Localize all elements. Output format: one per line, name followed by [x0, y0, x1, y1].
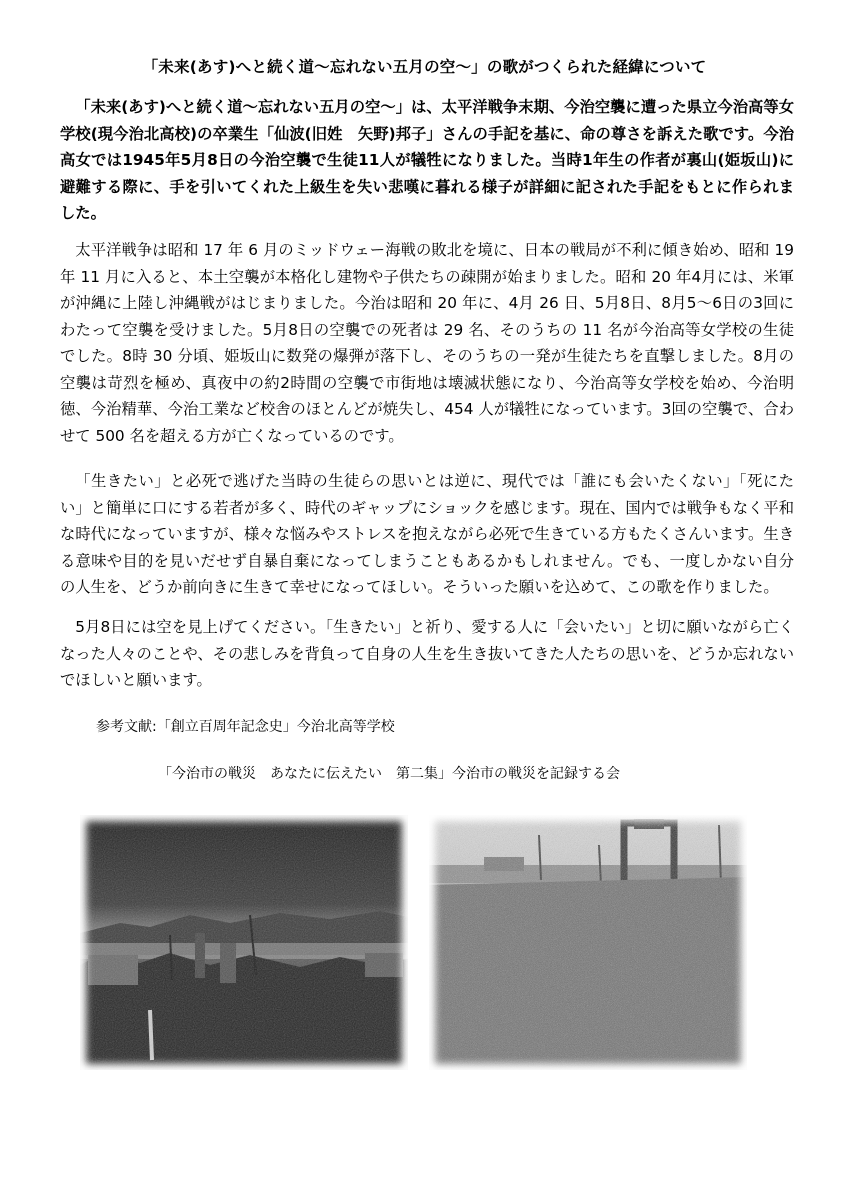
intro-paragraph: 「未来(あす)へと続く道～忘れない五月の空～」は、太平洋戦争末期、今治空襲に遭った県立今治高等女学校(現今治北高校)の卒業生「仙波(旧姓 矢野)邦子」さんの手記を基に、命の尊さを訴えた歌です。今治高女では1945年5月8日の今治空襲で生徒11人が犠牲になりました。当時1年生の作者が裏山(姫坂山)に避難する際に、手を引いてくれた上級生を失い悲嘆に暮れる様子が詳細に記された手記をもとに作られました。: [60, 98, 794, 222]
closing-paragraph: 5月8日には空を見上げてください。「生きたい」と祈り、愛する人に「会いたい」と切に願いながら亡くなった人々のことや、その悲しみを背負って自身の人生を生き抜いてきた人たちの思いを、どうか忘れないでほしいと願います。: [60, 618, 794, 689]
reference-line-2: 「今治市の戦災 あなたに伝えたい 第二集」今治市の戦災を記録する会: [158, 766, 620, 782]
history-paragraph: 太平洋戦争は昭和 17 年 6 月のミッドウェー海戦の敗北を境に、日本の戦局が不利に傾き始め、昭和 19 年 11 月に入ると、本土空襲が本格化し建物や子供たちの疎開が始まりました。昭和 20 年4月には、米軍が沖縄に上陸し沖縄戦がはじまりました。今治は昭和 20 年に、4月 26 日、5月8日、8月5～6日の3回にわたって空襲を受けました。5月8日の空襲での死者は 29 名、そのうちの 11 名が今治高等女学校の生徒でした。8時 30 分頃、姫坂山に数発の爆弾が落下し、そのうちの一発が生徒たちを直撃しました。8月の空襲は苛烈を極め、真夜中の約2時間の空襲で市街地は壊滅状態になり、今治高等女学校を始め、今治明徳、今治精華、今治工業など校舎のほとんどが焼失し、454 人が犠牲になっています。3回の空襲で、合わせて 500 名を超える方が亡くなっているのです。: [60, 241, 794, 445]
reference-line-1: 参考文献:「創立百周年記念史」今治北高等学校: [96, 719, 395, 735]
ruins-photo-left: [80, 815, 408, 1070]
page-title: 「未来(あす)へと続く道～忘れない五月の空～」の歌がつくられた経緯について: [142, 58, 707, 76]
ruins-photo-right: [429, 815, 747, 1070]
message-paragraph: 「生きたい」と必死で逃げた当時の生徒らの思いとは逆に、現代では「誰にも会いたくない」「死にたい」と簡単に口にする若者が多く、時代のギャップにショックを感じます。現在、国内では戦争もなく平和な時代になっていますが、様々な悩みやストレスを抱えながら必死で生きている方もたくさんいます。生きる意味や目的を見いだせず自暴自棄になってしまうこともあるかもしれません。でも、一度しかない自分の人生を、どうか前向きに生きて幸せになってほしい。そういった願いを込めて、この歌を作りました。: [60, 472, 794, 596]
